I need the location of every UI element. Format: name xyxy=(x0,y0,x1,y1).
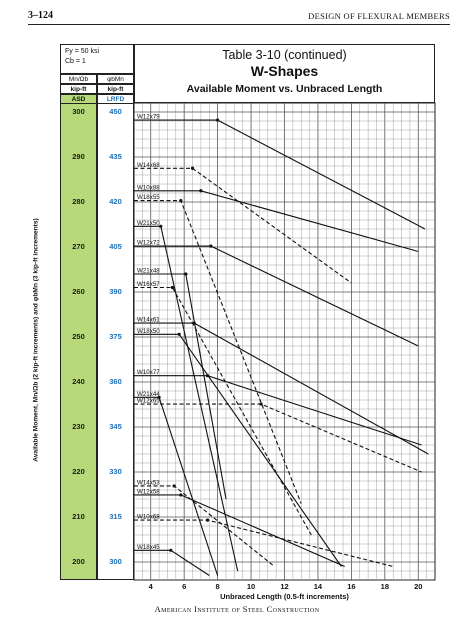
series-label-w18x55: W18x55 xyxy=(137,194,160,202)
series-breakpoint-w18x55 xyxy=(179,199,182,202)
y-tick-lrfd: 420 xyxy=(109,197,122,206)
y-tick-asd: 290 xyxy=(72,152,85,161)
x-tick-label: 20 xyxy=(414,582,423,591)
y-tick-lrfd: 315 xyxy=(109,512,122,521)
series-breakpoint-w10x88 xyxy=(199,189,202,192)
x-tick-label: 14 xyxy=(313,582,323,591)
y-tick-lrfd: 405 xyxy=(109,242,122,251)
fy-label: Fy = 50 ksi xyxy=(65,48,100,55)
lrfd-units-header: kip-ft xyxy=(97,84,134,94)
series-breakpoint-w14x53 xyxy=(173,484,176,487)
x-tick-label: 4 xyxy=(148,582,153,591)
y-tick-lrfd: 345 xyxy=(109,422,122,431)
table-number: Table 3-10 (continued) xyxy=(222,48,347,62)
series-breakpoint-w14x68 xyxy=(191,167,194,170)
series-breakpoint-w14x61 xyxy=(193,321,196,324)
x-tick-label: 16 xyxy=(347,582,356,591)
y-tick-asd: 270 xyxy=(72,242,85,251)
series-breakpoint-w10x77 xyxy=(206,374,209,377)
x-tick-label: 8 xyxy=(215,582,220,591)
asd-symbol-header: Mn/Ωb xyxy=(60,74,97,84)
y-tick-lrfd: 375 xyxy=(109,332,122,341)
series-label-w10x88: W10x88 xyxy=(137,184,160,192)
cb-label: Cb = 1 xyxy=(65,58,86,65)
series-breakpoint-w21x48 xyxy=(184,272,187,275)
series-label-w21x44: W21x44 xyxy=(137,390,160,398)
y-tick-lrfd: 435 xyxy=(109,152,122,161)
series-breakpoint-w18x50 xyxy=(178,333,181,336)
series-label-w12x79: W12x79 xyxy=(137,113,160,121)
y-tick-asd: 250 xyxy=(72,332,85,341)
series-breakpoint-w16x57 xyxy=(171,286,174,289)
y-tick-asd: 200 xyxy=(72,557,85,566)
series-label-w10x77: W10x77 xyxy=(137,369,160,377)
y-tick-lrfd: 390 xyxy=(109,287,122,296)
lrfd-symbol-header: φbMn xyxy=(97,74,134,84)
series-label-w21x48: W21x48 xyxy=(137,267,160,275)
x-tick-label: 18 xyxy=(380,582,389,591)
y-tick-asd: 260 xyxy=(72,287,85,296)
series-breakpoint-w12x58 xyxy=(179,493,182,496)
y-tick-asd: 230 xyxy=(72,422,85,431)
lrfd-method-header: LRFD xyxy=(97,94,134,104)
page-number: 3–124 xyxy=(28,10,53,21)
y-tick-lrfd: 330 xyxy=(109,467,122,476)
series-label-w16x57: W16x57 xyxy=(137,281,160,288)
series-label-w18x45: W18x45 xyxy=(137,543,160,551)
running-head: DESIGN OF FLEXURAL MEMBERS xyxy=(308,11,450,21)
chart-title: Available Moment vs. Unbraced Length xyxy=(186,83,383,95)
y-tick-asd: 240 xyxy=(72,377,85,386)
series-breakpoint-w10x68 xyxy=(206,519,209,522)
shape-family-title: W-Shapes xyxy=(250,63,319,79)
footer: American Institute of Steel Construction xyxy=(154,604,320,614)
series-label-w12x58: W12x58 xyxy=(137,488,160,496)
series-label-w14x68: W14x68 xyxy=(137,161,160,169)
series-label-w10x68: W10x68 xyxy=(137,513,160,521)
y-tick-lrfd: 360 xyxy=(109,377,122,386)
series-label-w21x50: W21x50 xyxy=(137,219,160,227)
asd-method-header: ASD xyxy=(60,94,97,104)
y-tick-asd: 210 xyxy=(72,512,85,521)
series-label-w14x53: W14x53 xyxy=(137,479,160,487)
y-tick-asd: 280 xyxy=(72,197,85,206)
y-axis-label: Available Moment, Mn/Ωb (2 kip-ft increments) and φbMn (3 kip-ft increments) xyxy=(32,218,40,462)
y-tick-lrfd: 300 xyxy=(109,557,122,566)
series-label-w12x65: W12x65 xyxy=(137,397,160,405)
series-breakpoint-w12x65 xyxy=(259,402,262,405)
series-breakpoint-w12x79 xyxy=(216,119,219,122)
x-tick-label: 6 xyxy=(182,582,187,591)
x-tick-label: 12 xyxy=(280,582,289,591)
series-breakpoint-w12x72 xyxy=(209,245,212,248)
series-breakpoint-w18x45 xyxy=(169,549,172,552)
x-tick-label: 10 xyxy=(246,582,256,591)
series-label-w14x61: W14x61 xyxy=(137,316,160,324)
x-axis-label: Unbraced Length (0.5-ft increments) xyxy=(220,592,349,601)
series-label-w18x50: W18x50 xyxy=(137,327,160,335)
series-label-w12x72: W12x72 xyxy=(137,239,160,247)
y-tick-asd: 220 xyxy=(72,467,85,476)
y-tick-lrfd: 450 xyxy=(109,107,122,116)
asd-units-header: kip-ft xyxy=(60,84,97,94)
y-tick-asd: 300 xyxy=(72,107,85,116)
